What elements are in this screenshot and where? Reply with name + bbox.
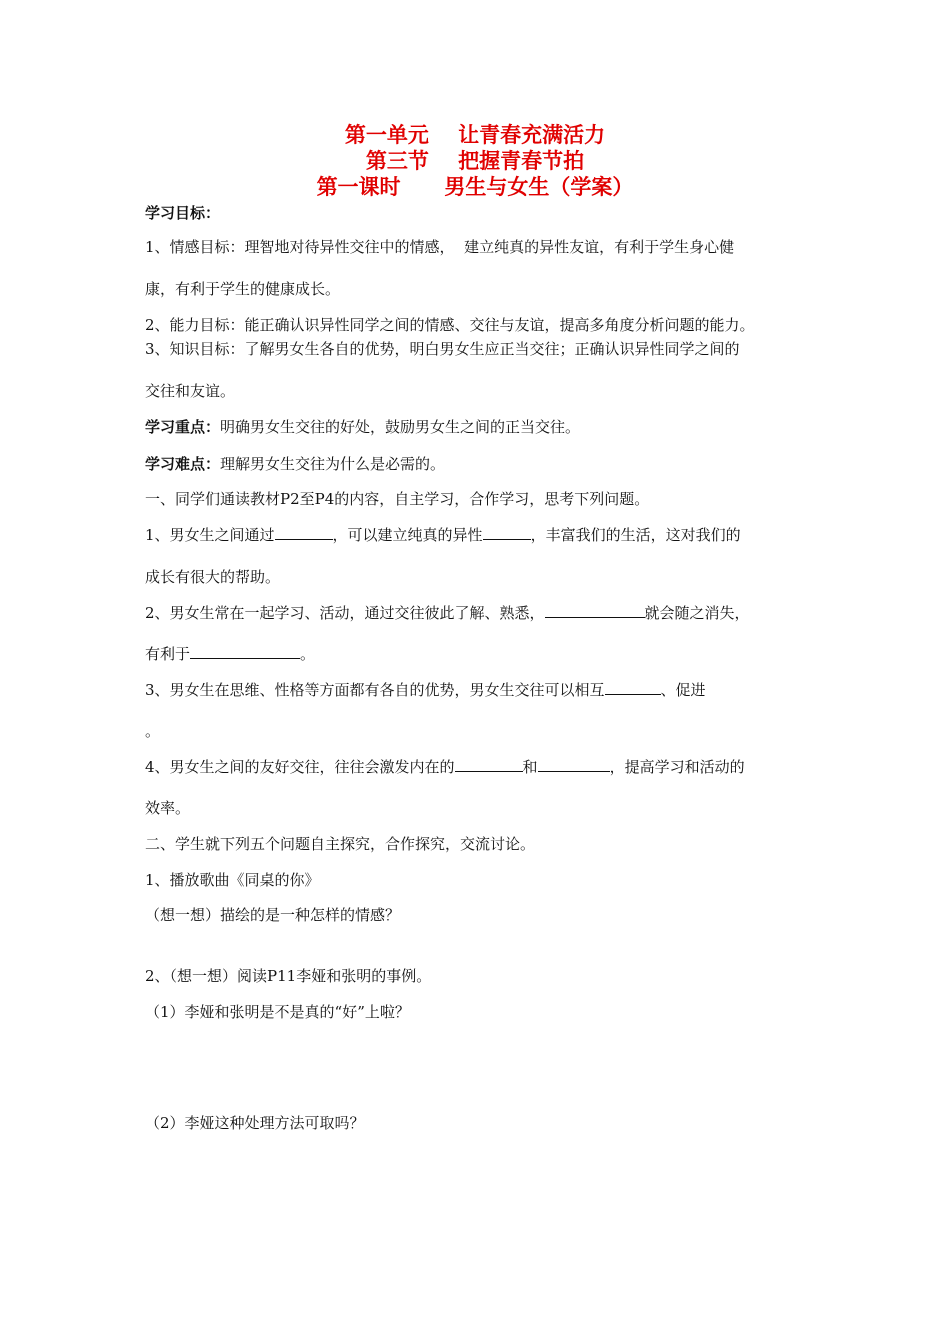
question-3-text-b: 、促进	[660, 681, 706, 699]
fill-blank[interactable]	[455, 757, 523, 772]
question-4	[145, 757, 745, 777]
question-4-line-2: 效率。	[145, 799, 191, 817]
question-4-text-c: ，提高学习和活动的	[609, 758, 745, 776]
part-2-item-1-question: （想一想）描绘的是一种怎样的情感？	[145, 906, 401, 924]
question-1-line-2: 成长有很大的帮助。	[145, 568, 281, 586]
fill-blank[interactable]	[275, 525, 333, 540]
fill-blank[interactable]	[538, 757, 610, 772]
part-2-item-2: 2、（想一想）阅读P11李娅和张明的事例。	[145, 967, 432, 985]
question-2-text-a: 2、男女生常在一起学习、活动，通过交往彼此了解、熟悉，	[145, 604, 545, 622]
difficulty-label: 学习难点：	[145, 455, 221, 473]
part-1-intro: 一、同学们通读教材P2至P4的内容，自主学习，合作学习，思考下列问题。	[145, 490, 650, 508]
difficulty	[145, 454, 445, 474]
part-2-item-2-question-2: （2）李娅这种处理方法可取吗？	[145, 1114, 365, 1132]
question-3	[145, 680, 706, 700]
part-2-item-2-question-1: （1）李娅和张明是不是真的“好”上啦？	[145, 1003, 410, 1021]
difficulty-text: 理解男女生交往为什么是必需的。	[220, 455, 446, 473]
goal-3-line-1: 3、知识目标：了解男女生各自的优势，明白男女生应正当交往；正确认识异性同学之间的	[145, 340, 740, 358]
key-point	[145, 417, 580, 437]
key-point-label: 学习重点：	[145, 418, 221, 436]
key-point-text: 明确男女生交往的好处，鼓励男女生之间的正当交往。	[220, 418, 581, 436]
question-2	[145, 603, 750, 623]
unit-title: 第一单元 让青春充满活力	[344, 123, 606, 147]
question-2-line-2	[145, 644, 315, 664]
question-3-text-a: 3、男女生在思维、性格等方面都有各自的优势，男女生交往可以相互	[145, 681, 605, 699]
question-1-text-a: 1、男女生之间通过	[145, 526, 275, 544]
question-4-text-b: 和	[522, 758, 538, 776]
question-1	[145, 525, 741, 545]
question-1-text-c: ，丰富我们的生活，这对我们的	[530, 526, 741, 544]
question-4-text-a: 4、男女生之间的友好交往，往往会激发内在的	[145, 758, 455, 776]
question-1-text-b: ，可以建立纯真的异性	[332, 526, 483, 544]
goal-3-line-2: 交往和友谊。	[145, 382, 236, 400]
lesson-title: 第一课时 男生与女生（学案）	[316, 175, 634, 199]
section-title: 第三节 把握青春节拍	[365, 149, 585, 173]
part-2-intro: 二、学生就下列五个问题自主探究，合作探究，交流讨论。	[145, 835, 536, 853]
fill-blank[interactable]	[605, 680, 661, 695]
objectives-heading: 学习目标：	[145, 204, 221, 222]
goal-1-line-2: 康，有利于学生的健康成长。	[145, 280, 341, 298]
question-2-text-d: 。	[300, 645, 316, 663]
part-2-item-1: 1、播放歌曲《同桌的你》	[145, 871, 320, 889]
fill-blank[interactable]	[190, 644, 300, 659]
question-3-line-2: 。	[145, 722, 161, 740]
question-2-text-b: 就会随之消失，	[644, 604, 750, 622]
question-2-text-c: 有利于	[145, 645, 191, 663]
goal-2: 2、能力目标：能正确认识异性同学之间的情感、交往与友谊，提高多角度分析问题的能力。	[145, 316, 755, 334]
fill-blank[interactable]	[483, 525, 531, 540]
goal-1-line-1: 1、情感目标：理智地对待异性交往中的情感， 建立纯真的异性友谊，有利于学生身心健	[145, 238, 735, 256]
fill-blank[interactable]	[545, 603, 645, 618]
